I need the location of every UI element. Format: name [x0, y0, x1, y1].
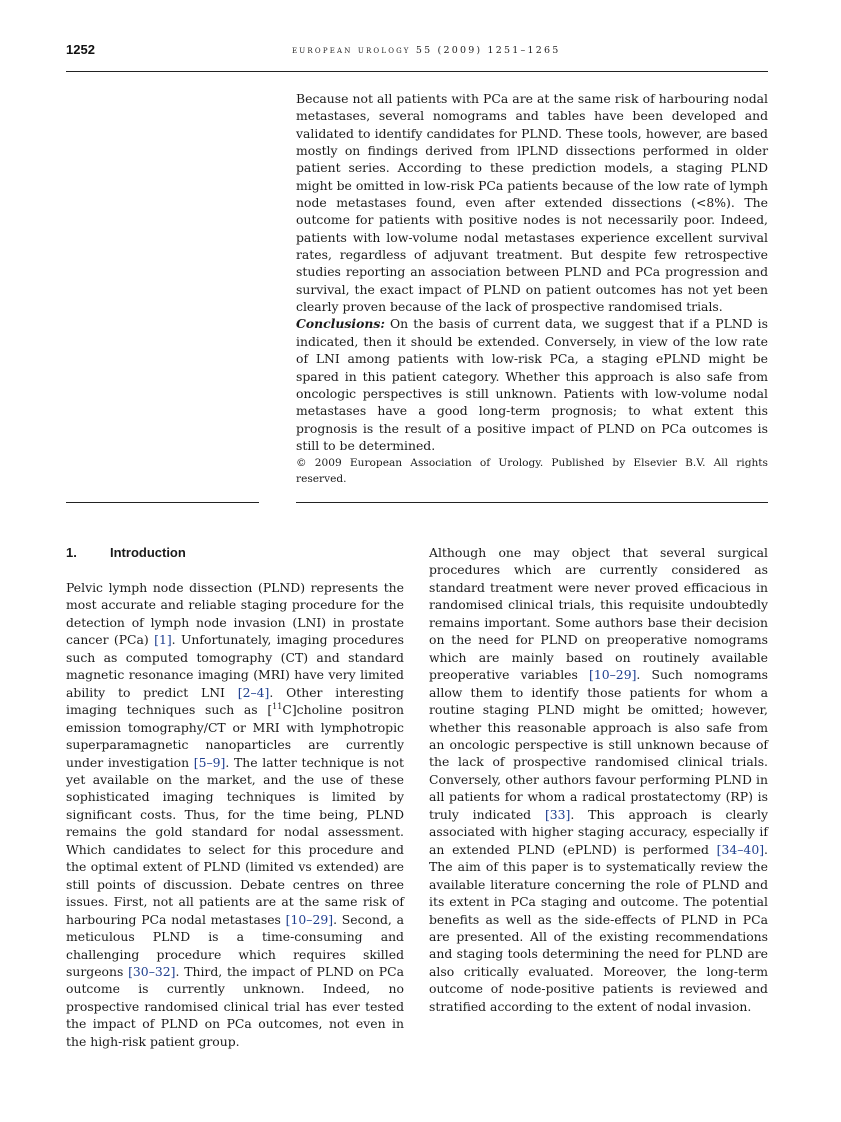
intro-paragraph-2: [429, 544, 768, 1015]
text-run: . This approach is clearly associated with higher staging accuracy, especially if an extended PLND (ePLND) is performed: [429, 806, 768, 857]
text-run: Although one may object that several surgical procedures which are currently considered as standard treatment were never proved efficacious in randomised clinical trials, this requisite undoubtedly remains important. Some authors base their decision on the need for PLND on preoperative nomograms which are mainly based on routinely available preoperative variables: [429, 545, 768, 683]
text-run: . Unfortunately, imaging procedures such as computed tomography (CT) and standard magnetic resonance imaging (MRI) have very limited ability to predict LNI: [66, 632, 404, 700]
isotope-superscript: 11: [272, 702, 283, 712]
running-head: european urology 55 (2009) 1251–1265: [292, 45, 561, 56]
body-column-right: [429, 544, 768, 1015]
text-run: . Other interesting imaging techniques such as [: [66, 684, 404, 718]
citation-link[interactable]: [10–29]: [285, 911, 334, 927]
text-run: . Second, a meticulous PLND is a time-consuming and challenging procedure which requires skilled surgeons: [66, 911, 404, 979]
body-column-left: [66, 579, 404, 1050]
citation-link[interactable]: [34–40]: [716, 841, 765, 857]
citation-link[interactable]: [30–32]: [128, 963, 176, 979]
conclusions-text: On the basis of current data, we suggest that if a PLND is indicated, then it should be extended. Conversely, in view of the low rate of LNI among patients with low-risk PCa, a staging ePLND might be spared in this patient category. Whether this approach is also safe from oncologic perspectives is still unknown. Patients with low-volume nodal metastases have a good long-term prognosis; to what extent this prognosis is the result of a positive impact of PLND on PCa outcomes is still to be determined.: [296, 316, 768, 453]
text-run: . The latter technique is not yet available on the market, and the use of these sophisticated imaging techniques is limited by significant costs. Thus, for the time being, PLND remains the gold standard for nodal assessment. Which candidates to select for this procedure and the optimal extent of PLND (limited vs extended) are still points of discussion. Debate centres on three issues. First, not all patients are at the same risk of harbouring PCa nodal metastases: [66, 754, 404, 927]
citation-link[interactable]: [33]: [544, 806, 571, 822]
section-number: 1.: [66, 545, 77, 560]
citation-link[interactable]: [5–9]: [193, 754, 226, 770]
text-run: C]choline positron emission tomography/CT or MRI with lymphotropic superparamagnetic nanoparticles are currently under investigation: [66, 702, 404, 770]
abstract-block: [296, 90, 768, 487]
copyright-notice: © 2009 European Association of Urology. Published by Elsevier B.V. All rights reserved.: [296, 457, 768, 486]
abstract-results-paragraph: Because not all patients with PCa are at the same risk of harbouring nodal metastases, several nomograms and tables have been developed and validated to identify candidates for PLND. These tools, however, are based mostly on findings derived from lPLND dissections performed in older patient series. According to these prediction models, a staging PLND might be omitted in low-risk PCa patients because of the low rate of lymph node metastases found, even after extended dissections (<8%). The outcome for patients with positive nodes is not necessarily poor. Indeed, patients with low-volume nodal metastases experience excellent survival rates, regardless of adjuvant treatment. But despite few retrospective studies reporting an association between PLND and PCa progression and survival, the exact impact of PLND on patient outcomes has not yet been clearly proven because of the lack of prospective randomised trials.: [296, 91, 768, 315]
text-run: . Third, the impact of PLND on PCa outcome is currently unknown. Indeed, no prospective randomised clinical trial has ever tested the impact of PLND on PCa outcomes, not even in the high-risk patient group.: [66, 963, 404, 1049]
abstract-conclusions-paragraph: [296, 315, 768, 454]
section-title: Introduction: [110, 545, 186, 560]
intro-paragraph-1: [66, 579, 404, 1050]
citation-link[interactable]: [1]: [154, 632, 172, 648]
divider-right: [296, 502, 768, 503]
text-run: . Such nomograms allow them to identify those patients for whom a routine staging PLND might be omitted; however, whether this reasonable approach is also safe from an oncologic perspective is still unknown because of the lack of prospective randomised clinical trials. Conversely, other authors favour performing PLND in all patients for whom a radical prostatectomy (RP) is truly indicated: [429, 667, 769, 822]
divider-left: [66, 502, 259, 503]
page-number: 1252: [66, 42, 95, 57]
section-heading: [66, 545, 186, 560]
text-run: Pelvic lymph node dissection (PLND) represents the most accurate and reliable staging procedure for the detection of lymph node invasion (LNI) in prostate cancer (PCa): [66, 580, 404, 648]
citation-link[interactable]: [2–4]: [237, 684, 270, 700]
conclusions-label: Conclusions:: [296, 316, 385, 332]
header-rule: [66, 71, 768, 72]
citation-link[interactable]: [10–29]: [589, 667, 637, 683]
text-run: . The aim of this paper is to systematically review the available literature concerning the role of PLND and its extent in PCa staging and outcome. The potential benefits as well as the side-effects of PLND in PCa are presented. All of the existing recommendations and staging tools determining the need for PLND are also critically evaluated. Moreover, the long-term outcome of node-positive patients is reviewed and stratified according to the extent of nodal invasion.: [429, 841, 768, 1014]
